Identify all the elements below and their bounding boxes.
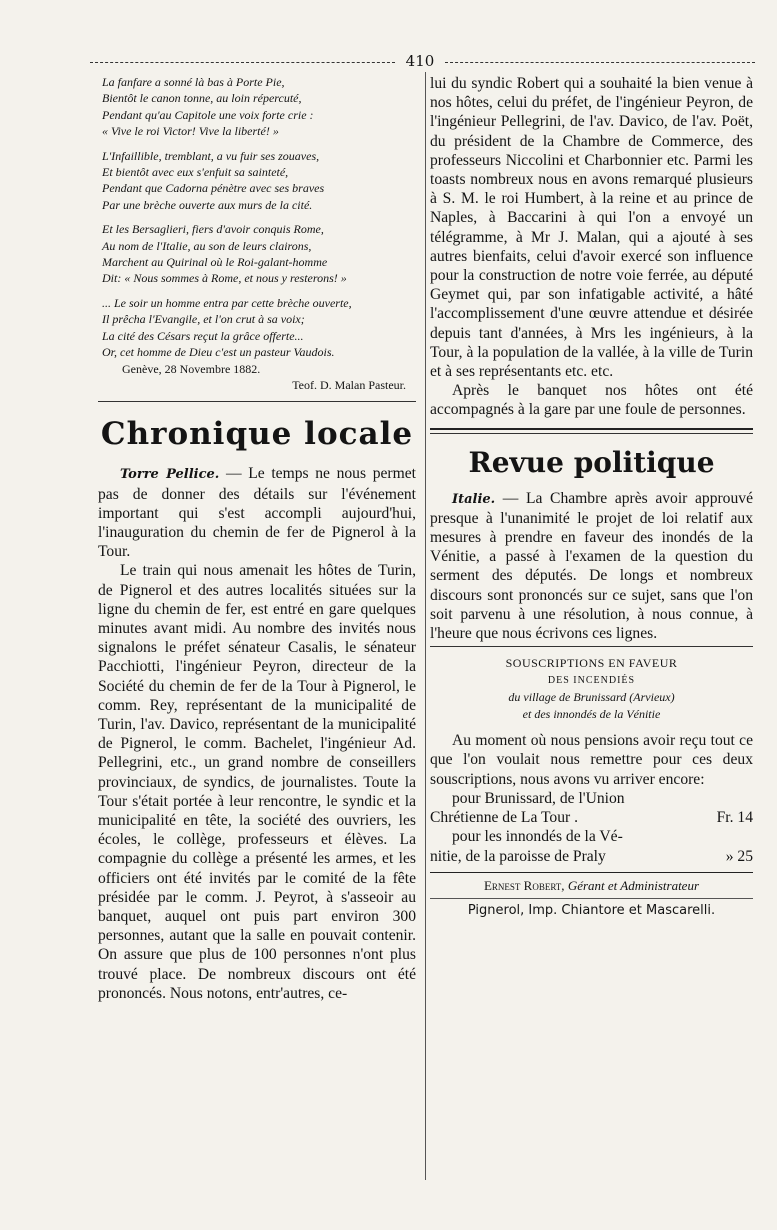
column-divider bbox=[425, 72, 426, 1180]
imprimerie-line: Pignerol, Imp. Chiantore et Mascarelli. bbox=[467, 902, 716, 918]
poem bbox=[98, 74, 416, 393]
revue-body bbox=[430, 489, 753, 644]
poem-line: Dit: « Nous sommes à Rome, et nous y resterons! » bbox=[102, 271, 347, 286]
poem-line: La cité des Césars reçut la grâce offerte... bbox=[102, 328, 304, 343]
chronique-paragraph: Torre Pellice. — Le temps ne nous permet pas de donner des détails sur l'événement important qui s'est accompli aujourd'hui, l'inauguration du chemin de fer de Pignerol à la Tour. bbox=[98, 465, 416, 561]
header-rule-left bbox=[90, 62, 395, 63]
souscription-entry-row: Chrétienne de La Tour . Fr. 14 bbox=[430, 809, 753, 827]
souscriptions-title-line: du village de Brunissard (Arvieux) bbox=[508, 690, 675, 705]
chronique-paragraph: Le train qui nous amenait les hôtes de Turin, de Pignerol et des autres localités situées sur la ligne du chemin de fer, est entré en gare quelques minutes avant midi. Au nombre des invités nous signalons le préfet sénateur Casalis, le sénateur Pacchiotti, l'ingénieur Peyron, directeur de la Société du chemin de fer de la Tour à Pignerol, le comm. Rey, représentant de la municipalité de Turin, l'av. Davico, représentant de la municipalité de Pignerol, le comm. Bachelet, l'ingénieur Ad. Pellegrini, etc., un grand nombre de conseillers provinciaux, de syndics, de journalistes. Toute la Tour s'était portée à leur rencontre, le syndic et la municipalité en tête, la société des ouvriers, les écoles, le collège, professeurs et élèves. La compagnie du collège a présenté les armes, et les officiers ont été invités par le comité de la fête présidée par le comm. J. Peyrot, à s'asseoir au banquet, auquel ont puis part environ 300 personnes, autant que la salle en pouvait contenir. On assure que plus de 100 personnes n'ont plus trouvé place. De nombreux discours ont été prononcés. Nous notons, entr'autres, ce- bbox=[98, 562, 416, 1002]
revue-paragraph: Italie. — La Chambre après avoir approuvé presque à l'unanimité le projet de loi relatif aux mesures à prendre en faveur des inondés de la Vénitie, a passé à l'examen de la question du serment des députés. De longs et nombreux discours sont prononcés sur ce sujet, sans que l'on soit parvenu à une résolution, à nous connue, à l'heure que nous écrivons ces lignes. bbox=[430, 489, 753, 643]
souscriptions-title bbox=[430, 655, 753, 723]
revue-heading: Revue politique bbox=[468, 445, 715, 479]
poem-place-date: Genève, 28 Novembre 1882. bbox=[122, 361, 261, 376]
poem-line: « Vive le roi Victor! Vive la liberté! » bbox=[102, 124, 279, 139]
poem-line: Pendant que Cadorna pénètre avec ses braves bbox=[102, 181, 325, 196]
chronique-body bbox=[98, 464, 416, 1003]
page-number: 410 bbox=[405, 52, 435, 70]
poem-line: Il prêcha l'Evangile, et l'on crut à sa voix; bbox=[102, 312, 305, 327]
page-header bbox=[90, 52, 755, 72]
poem-line: La fanfare a sonné là bas à Porte Pie, bbox=[102, 75, 285, 89]
footer-rule bbox=[430, 898, 753, 899]
souscription-entry: pour Brunissard, de l'Union bbox=[452, 789, 625, 807]
poem-line: Par une brèche ouverte aux murs de la cité. bbox=[102, 197, 313, 212]
poem-signature: Teof. D. Malan Pasteur. bbox=[292, 377, 406, 392]
poem-line: Pendant qu'au Capitole une voix forte crie : bbox=[102, 107, 314, 122]
chronique-paragraph: Après le banquet nos hôtes ont été accompagnés à la gare par une foule de personnes. bbox=[430, 382, 753, 419]
souscriptions-title-line: SOUSCRIPTIONS EN FAVEUR bbox=[505, 656, 678, 671]
right-column bbox=[430, 74, 753, 918]
section-rule bbox=[430, 428, 753, 430]
section-rule bbox=[98, 401, 416, 402]
gerant-line: Ernest Robert, Gérant et Administrateur bbox=[483, 877, 700, 893]
poem-line: Et bientôt avec eux s'enfuit sa sainteté, bbox=[102, 165, 289, 180]
souscriptions-intro: Au moment où nous pensions avoir reçu tout ce que l'on voulait nous remettre pour ces deux souscriptions, nous avons vu arriver encore: bbox=[430, 732, 753, 788]
section-rule bbox=[430, 646, 753, 647]
chronique-paragraph: lui du syndic Robert qui a souhaité la bien venue à nos hôtes, celui du préfet, de l'ingénieur Peyron, de l'ingénieur Pellegrini, de l'av. Davico, de l'av. Poët, du président de la Chambre de Commerce, des professeurs Niccolini et Charbonnier etc. Parmi les toasts nombreux nous en avons remarqué plusieurs à S. M. le roi Humbert, à la reine et au prince de Naples, à Baccarini à qui l'on a envoyé un télégramme, à Mr J. Malan, qui a ajouté à ses autres bienfaits, celui d'avoir exercé son influence pour la construction de notre voie ferrée, au député Geymet qui, par son infatigable activité, a hâté l'accomplissement d'une œuvre attendue et désirée depuis tant d'années, à Mrs les ingénieurs, à la Tour, à la population de la vallée, à la ville de Turin et à ses représentants etc. etc. bbox=[430, 75, 753, 381]
amount: Fr. 14 bbox=[716, 809, 753, 827]
poem-line: ... Le soir un homme entra par cette brèche ouverte, bbox=[102, 295, 352, 310]
poem-line: L'Infaillible, tremblant, a vu fuir ses zouaves, bbox=[102, 148, 320, 163]
souscription-entry-row: nitie, de la paroisse de Praly » 25 bbox=[430, 847, 753, 865]
poem-line: Marchent au Quirinal où le Roi-galant-homme bbox=[102, 255, 328, 270]
section-rule bbox=[430, 433, 753, 434]
poem-line: Bientôt le canon tonne, au loin répercuté, bbox=[102, 91, 302, 106]
poem-line: Au nom de l'Italie, au son de leurs clairons, bbox=[102, 238, 312, 253]
revue-lead: Italie. bbox=[452, 491, 496, 507]
souscriptions-title-line: et des innondés de la Vénitie bbox=[522, 707, 661, 722]
souscriptions-title-line: DES INCENDIÉS bbox=[547, 675, 636, 687]
chronique-lead: Torre Pellice. bbox=[120, 467, 220, 483]
left-column bbox=[98, 74, 416, 1003]
poem-line: Or, cet homme de Dieu c'est un pasteur Vaudois. bbox=[102, 345, 335, 360]
souscription-entry: pour les innondés de la Vé- bbox=[452, 828, 623, 846]
chronique-continued bbox=[430, 74, 753, 420]
chronique-heading: Chronique locale bbox=[100, 416, 414, 453]
amount: » 25 bbox=[725, 847, 753, 865]
header-rule-right bbox=[445, 62, 755, 63]
imprint-footer bbox=[430, 872, 753, 918]
poem-line: Et les Bersaglieri, fiers d'avoir conquis Rome, bbox=[102, 222, 324, 237]
souscriptions-body bbox=[430, 731, 753, 865]
